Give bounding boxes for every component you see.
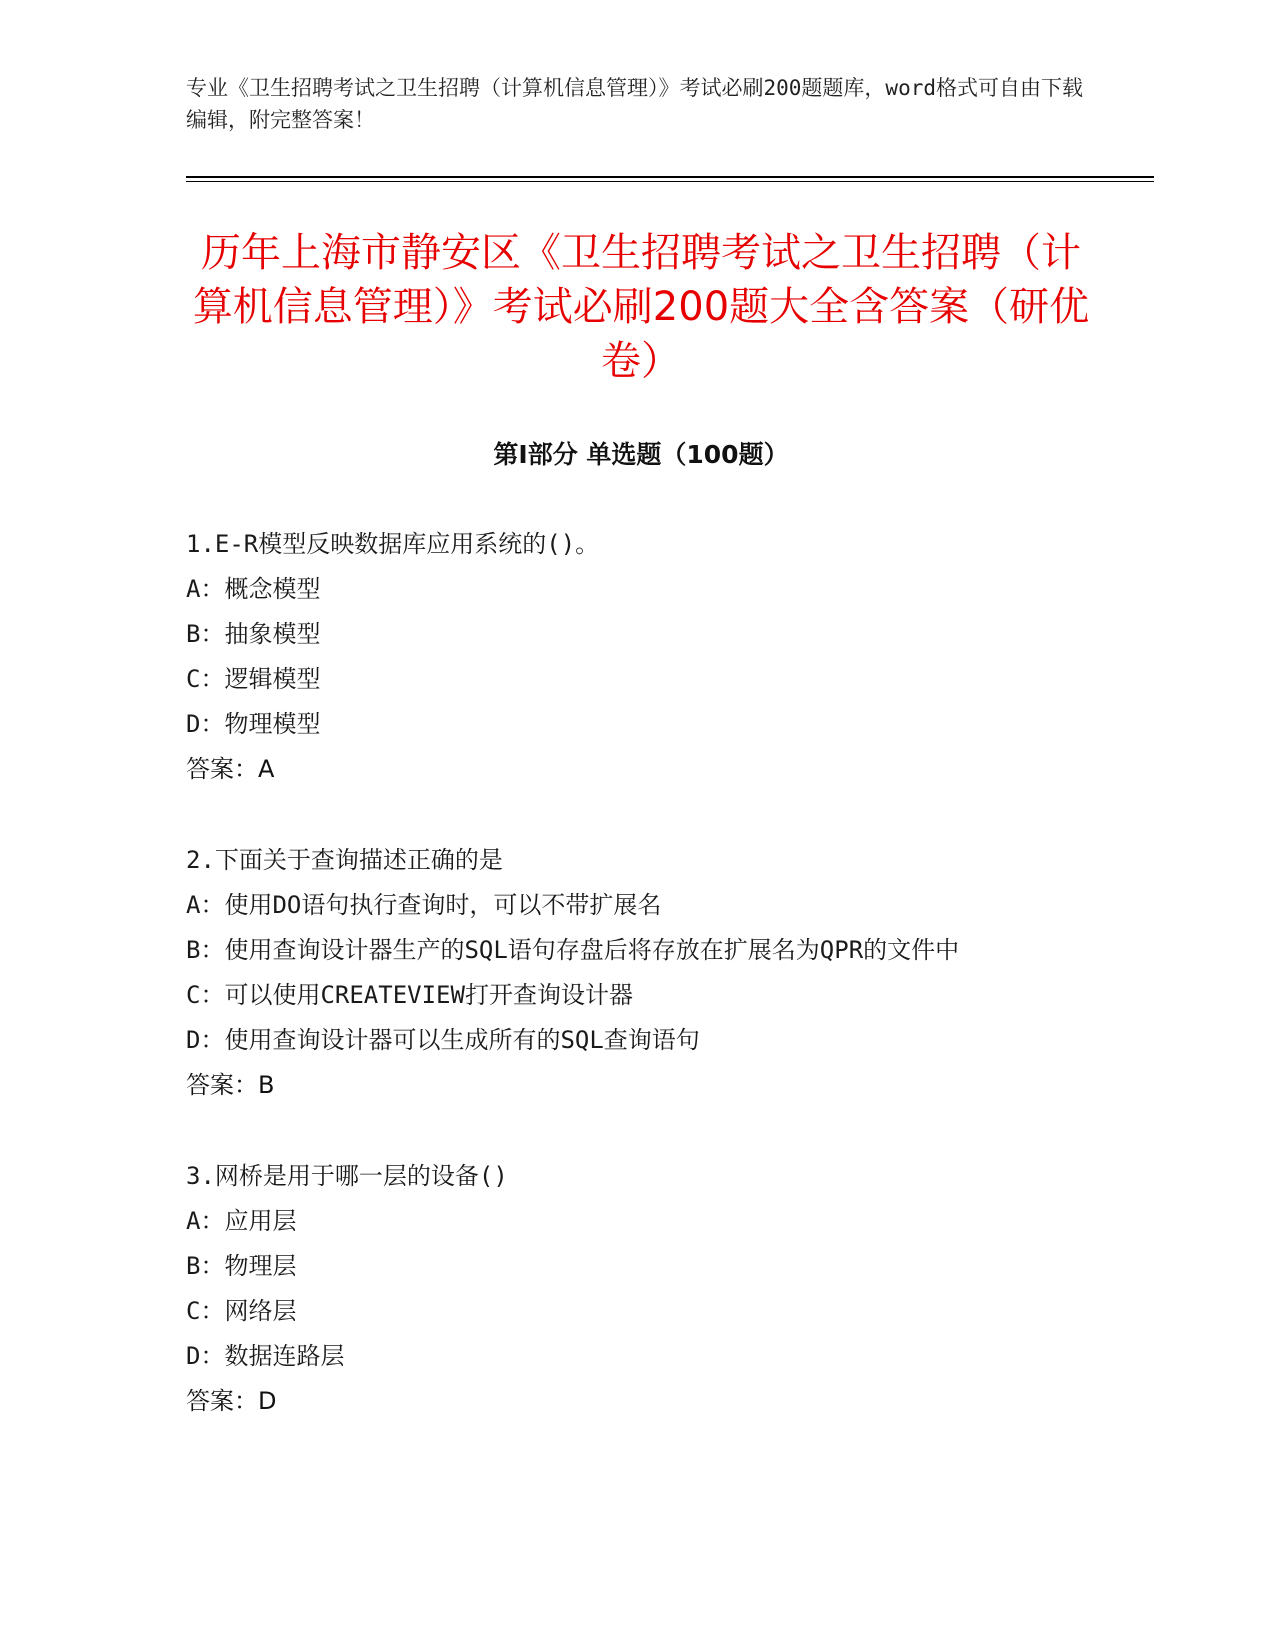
option-c: C：可以使用CREATEVIEW打开查询设计器 <box>186 981 633 1009</box>
answer: 答案：A <box>186 755 275 783</box>
header-divider-thin <box>186 181 1154 182</box>
option-d: D：使用查询设计器可以生成所有的SQL查询语句 <box>186 1026 700 1054</box>
option-a: A：应用层 <box>186 1207 297 1235</box>
option-a: A：概念模型 <box>186 575 321 603</box>
option-a: A：使用DO语句执行查询时，可以不带扩展名 <box>186 891 662 919</box>
question-stem: 2.下面关于查询描述正确的是 <box>186 846 503 874</box>
question-3 <box>186 1154 1086 1424</box>
section-heading: 第Ⅰ部分 单选题（100题） <box>493 440 789 469</box>
question-2 <box>186 838 1086 1108</box>
option-d: D：物理模型 <box>186 710 321 738</box>
option-d: D：数据连路层 <box>186 1342 345 1370</box>
header-divider-thick <box>186 176 1154 178</box>
question-1 <box>186 522 1086 792</box>
option-b: B：抽象模型 <box>186 620 321 648</box>
option-b: B：使用查询设计器生产的SQL语句存盘后将存放在扩展名为QPR的文件中 <box>186 936 960 964</box>
question-list <box>186 522 1086 1470</box>
option-c: C：逻辑模型 <box>186 665 321 693</box>
document-title: 历年上海市静安区《卫生招聘考试之卫生招聘（计算机信息管理）》考试必刷200题大全含答案（研优卷） <box>192 230 1090 384</box>
option-b: B：物理层 <box>186 1252 297 1280</box>
header-note: 专业《卫生招聘考试之卫生招聘（计算机信息管理）》考试必刷200题题库，word格式可自由下载编辑，附完整答案！ <box>186 76 1083 132</box>
answer: 答案：B <box>186 1071 275 1099</box>
answer: 答案：D <box>186 1387 277 1415</box>
question-stem: 1.E-R模型反映数据库应用系统的()。 <box>186 530 600 558</box>
option-c: C：网络层 <box>186 1297 297 1325</box>
question-stem: 3.网桥是用于哪一层的设备() <box>186 1162 508 1190</box>
